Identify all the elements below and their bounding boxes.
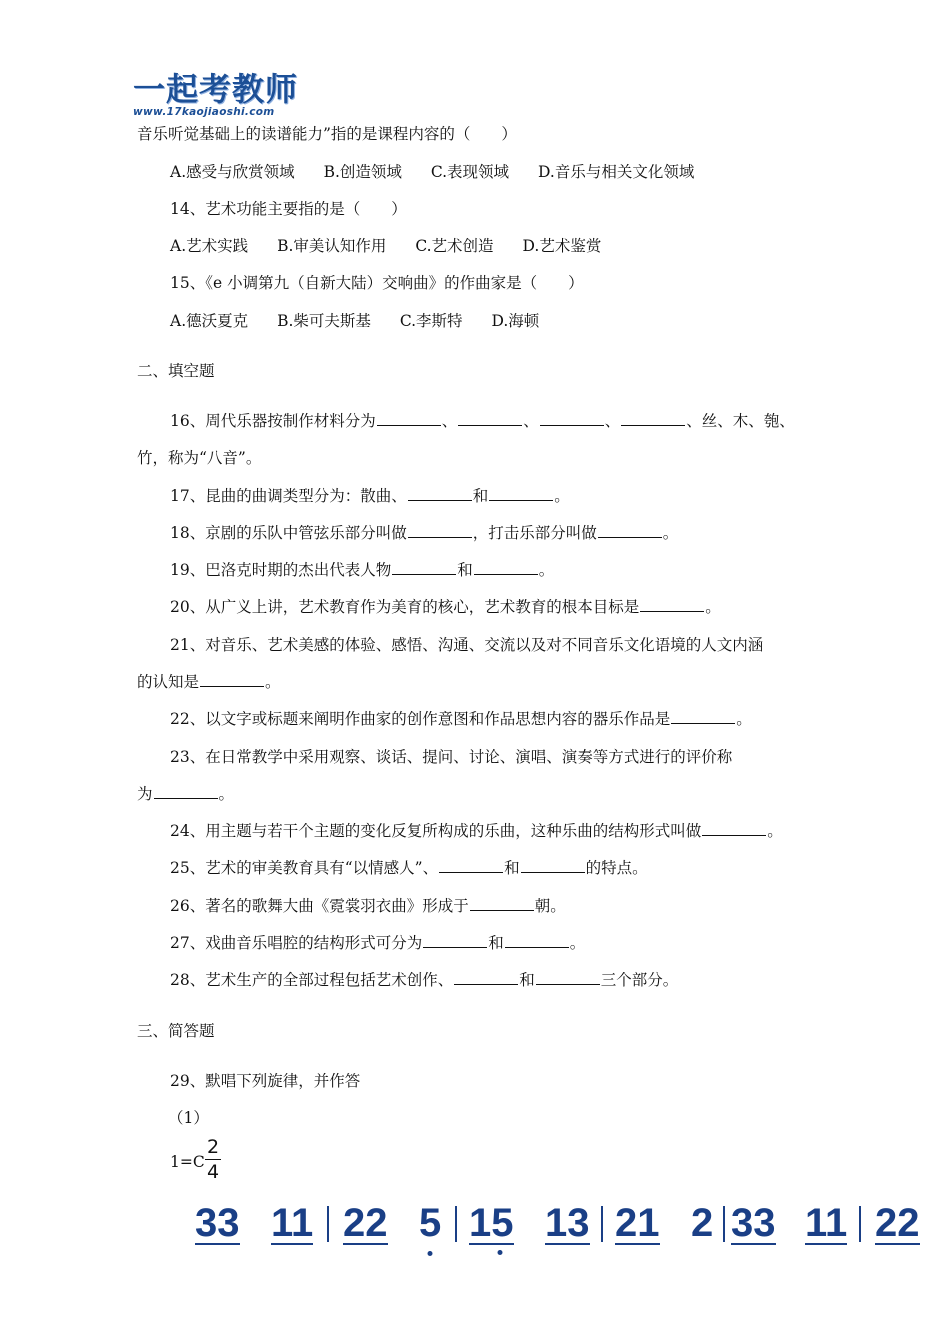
barline <box>859 1206 861 1242</box>
note-group <box>875 1200 920 1245</box>
barline <box>723 1206 725 1242</box>
q16-text-b: 、丝、木、匏、 <box>686 412 795 430</box>
note-digits: 5 <box>419 1201 442 1245</box>
q28-blank-2[interactable] <box>536 970 600 985</box>
q27 <box>170 933 585 953</box>
q20-text-c: 。 <box>705 598 721 616</box>
section-short-answer-title: 三、简答题 <box>137 1022 215 1040</box>
q13-option-c: C.表现领域 <box>430 163 510 181</box>
q15-option-a: A.德沃夏克 <box>170 312 249 330</box>
q26-blank-1[interactable] <box>470 896 534 911</box>
barline <box>601 1206 603 1242</box>
q15-stem: 15、《e 小调第九（自新大陆）交响曲》的作曲家是（ ） <box>170 274 584 292</box>
note-digits: 22 <box>875 1201 920 1245</box>
q27-text-a: 27、戏曲音乐唱腔的结构形式可分为 <box>170 934 423 952</box>
q16-line2: 竹，称为“八音”。 <box>137 449 262 467</box>
q26-text-a: 26、著名的歌舞大曲《霓裳羽衣曲》形成于 <box>170 897 469 915</box>
note-digits: 22 <box>343 1201 388 1245</box>
q22-blank-1[interactable] <box>671 709 735 724</box>
q16-sep-1: 、 <box>441 412 458 430</box>
q21-line2 <box>137 672 281 692</box>
q18-text-c: 。 <box>662 524 679 542</box>
q18-blank-1[interactable] <box>408 523 472 538</box>
note-group <box>271 1200 313 1245</box>
q24-text-c: 。 <box>767 822 783 840</box>
q14-options <box>170 236 601 256</box>
time-signature-rule <box>205 1159 221 1160</box>
q20 <box>170 597 721 617</box>
q19 <box>170 560 554 580</box>
q28-text-b: 和 <box>519 971 535 989</box>
q15-option-d: D.海顿 <box>491 312 540 330</box>
note-digits: 21 <box>615 1201 660 1245</box>
q17-text-b: 和 <box>472 487 489 505</box>
note-digits: 11 <box>805 1201 848 1245</box>
q16-blank-3[interactable] <box>540 411 604 426</box>
q17 <box>170 486 570 506</box>
q21-text-b: 的认知是 <box>137 673 200 691</box>
q16-blank-2[interactable] <box>458 411 522 426</box>
note-group <box>469 1200 514 1245</box>
q21-line1: 21、对音乐、艺术美感的体验、感悟、沟通、交流以及对不同音乐文化语境的人文内涵 <box>170 636 764 654</box>
q17-text-c: 。 <box>554 487 570 505</box>
q18-blank-2[interactable] <box>598 523 662 538</box>
q26-text-c: 朝。 <box>534 897 566 915</box>
key-signature: 1=C <box>170 1153 205 1171</box>
q15-options <box>170 311 539 331</box>
q15-option-c: C.李斯特 <box>399 312 463 330</box>
q23-line1: 23、在日常教学中采用观察、谈话、提问、讨论、演唱、演奏等方式进行的评价称 <box>170 748 733 766</box>
q23-text-c: 。 <box>218 785 235 803</box>
q25-blank-1[interactable] <box>439 858 503 873</box>
q27-text-c: 。 <box>569 934 586 952</box>
q27-blank-1[interactable] <box>423 933 487 948</box>
q23-line2 <box>137 784 234 804</box>
note-digits: 11 <box>271 1201 314 1245</box>
note-group <box>691 1200 713 1246</box>
note-group <box>615 1200 660 1245</box>
q15-option-b: B.柴可夫斯基 <box>277 312 371 330</box>
q28-text-c: 三个部分。 <box>600 971 679 989</box>
note-group <box>343 1200 388 1245</box>
q22 <box>170 709 752 729</box>
q16-sep-2: 、 <box>523 412 539 430</box>
q29-subitem: （1） <box>168 1109 209 1127</box>
note-group <box>731 1200 776 1245</box>
note-digits: 33 <box>195 1201 240 1245</box>
q13-option-a: A.感受与欣赏领域 <box>170 163 295 181</box>
barline <box>455 1206 457 1242</box>
q27-blank-2[interactable] <box>505 933 569 948</box>
q25 <box>170 858 648 878</box>
q28-blank-1[interactable] <box>454 970 518 985</box>
q17-text-a: 17、昆曲的曲调类型分为：散曲、 <box>170 487 407 505</box>
time-signature <box>205 1136 221 1183</box>
section-fill-blank-title: 二、填空题 <box>137 362 215 380</box>
time-signature-top: 2 <box>206 1136 220 1158</box>
q16-blank-4[interactable] <box>621 411 685 426</box>
logo-url: www.17kaojiaoshi.com <box>133 106 275 118</box>
note-group <box>195 1200 240 1245</box>
q23-text-b: 为 <box>137 785 153 803</box>
q19-text-b: 和 <box>457 561 473 579</box>
q16-text-a: 16、周代乐器按制作材料分为 <box>170 412 376 430</box>
note-group <box>545 1200 590 1245</box>
q13-options <box>170 162 694 182</box>
note-digits: 13 <box>545 1201 590 1245</box>
q25-text-b: 和 <box>504 859 520 877</box>
q13-option-d: D.音乐与相关文化领域 <box>538 163 695 181</box>
note-group <box>805 1200 847 1245</box>
q19-blank-2[interactable] <box>474 560 538 575</box>
brand-logo <box>133 72 308 118</box>
q18-text-a: 18、京剧的乐队中管弦乐部分叫做 <box>170 524 407 542</box>
q13-tail: 音乐听觉基础上的读谱能力”指的是课程内容的（ ） <box>137 125 517 143</box>
q29-stem: 29、默唱下列旋律，并作答 <box>170 1072 361 1090</box>
low-octave-dot <box>428 1251 433 1256</box>
q20-blank-1[interactable] <box>640 597 704 612</box>
q18 <box>170 523 678 543</box>
q22-text-a: 22、以文字或标题来阐明作曲家的创作意图和作品思想内容的器乐作品是 <box>170 710 671 728</box>
q25-blank-2[interactable] <box>521 858 585 873</box>
barline <box>327 1206 329 1242</box>
q22-text-c: 。 <box>736 710 752 728</box>
q25-text-c: 的特点。 <box>585 859 648 877</box>
q14-option-b: B.审美认知作用 <box>277 237 387 255</box>
q27-text-b: 和 <box>488 934 504 952</box>
q19-text-a: 19、巴洛克时期的杰出代表人物 <box>170 561 392 579</box>
melody-notation <box>195 1200 935 1260</box>
note-group <box>419 1200 441 1246</box>
note-digits: 2 <box>691 1201 714 1245</box>
q16-blank-1[interactable] <box>377 411 441 426</box>
q24-text-a: 24、用主题与若干个主题的变化反复所构成的乐曲，这种乐曲的结构形式叫做 <box>170 822 702 840</box>
q21-text-c: 。 <box>265 673 281 691</box>
q14-option-a: A.艺术实践 <box>170 237 249 255</box>
q14-option-c: C.艺术创造 <box>415 237 494 255</box>
q14-stem: 14、艺术功能主要指的是（ ） <box>170 200 407 218</box>
q14-option-d: D.艺术鉴赏 <box>522 237 602 255</box>
q23-blank-1[interactable] <box>154 784 218 799</box>
logo-title: 一起考教师 <box>133 70 299 108</box>
q17-blank-1[interactable] <box>408 486 472 501</box>
q28 <box>170 970 678 990</box>
q24-blank-1[interactable] <box>702 821 766 836</box>
low-octave-dot <box>498 1250 503 1255</box>
q25-text-a: 25、艺术的审美教育具有“以情感人”、 <box>170 859 439 877</box>
q21-blank-1[interactable] <box>200 672 264 687</box>
q16-sep-3: 、 <box>604 412 621 430</box>
q28-text-a: 28、艺术生产的全部过程包括艺术创作、 <box>170 971 454 989</box>
q20-text-a: 20、从广义上讲，艺术教育作为美育的核心，艺术教育的根本目标是 <box>170 598 640 616</box>
q26 <box>170 896 566 916</box>
note-digits: 15 <box>469 1201 514 1245</box>
q19-text-c: 。 <box>538 561 555 579</box>
q16-line1 <box>170 411 795 431</box>
q17-blank-2[interactable] <box>489 486 553 501</box>
q18-text-b: ，打击乐部分叫做 <box>472 524 597 542</box>
q13-option-b: B.创造领域 <box>323 163 402 181</box>
q24 <box>170 821 783 841</box>
note-digits: 33 <box>731 1201 776 1245</box>
time-signature-bottom: 4 <box>206 1161 220 1183</box>
q19-blank-1[interactable] <box>392 560 456 575</box>
